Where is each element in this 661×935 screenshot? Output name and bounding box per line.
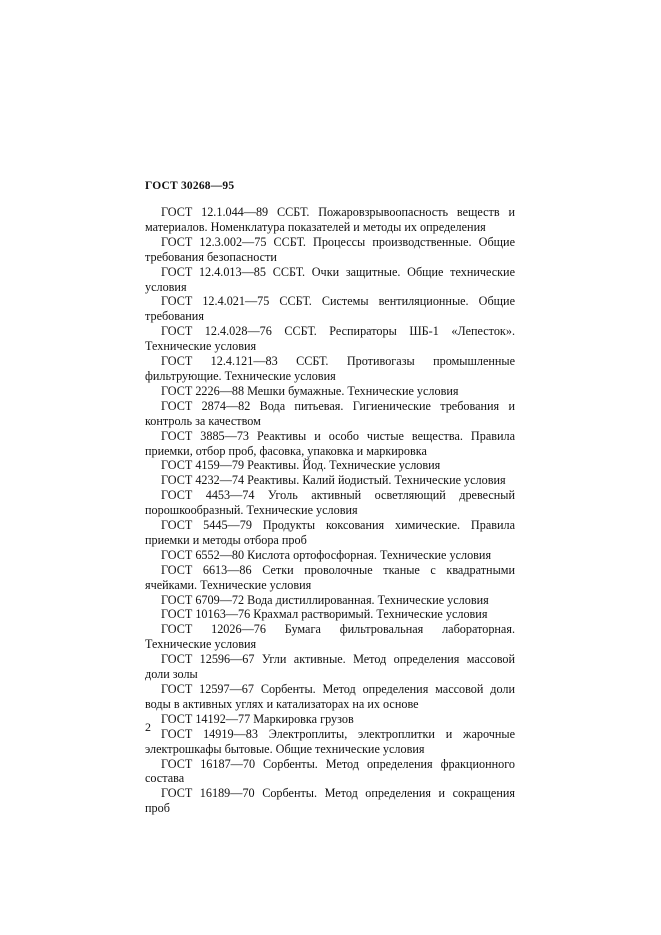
reference-item: ГОСТ 12597—67 Сорбенты. Метод определения массовой доли воды в активных углях и катализаторах на их основе: [145, 682, 515, 711]
reference-item: ГОСТ 14919—83 Электроплиты, электроплитки и жарочные электрошкафы бытовые. Общие технические условия: [145, 726, 515, 756]
reference-item: ГОСТ 12.4.028—76 ССБТ. Респираторы ШБ-1 «Лепесток». Технические условия: [145, 324, 515, 354]
reference-item: ГОСТ 4232—74 Реактивы. Калий йодистый. Технические условия: [161, 473, 506, 488]
reference-item: ГОСТ 16189—70 Сорбенты. Метод определения и сокращения проб: [145, 786, 515, 816]
reference-item: ГОСТ 2874—82 Вода питьевая. Гигиенические требования и контроль за качеством: [145, 398, 515, 428]
reference-item: ГОСТ 6552—80 Кислота ортофосфорная. Технические условия: [161, 547, 492, 562]
document-header: ГОСТ 30268—95: [145, 180, 235, 192]
reference-item: ГОСТ 10163—76 Крахмал растворимый. Технические условия: [161, 607, 488, 622]
reference-item: ГОСТ 3885—73 Реактивы и особо чистые вещества. Правила приемки, отбор проб, фасовка, упаковка и маркировка: [145, 428, 515, 458]
reference-item: ГОСТ 14192—77 Маркировка грузов: [161, 711, 354, 726]
reference-item: ГОСТ 16187—70 Сорбенты. Метод определения фракционного состава: [145, 756, 515, 786]
reference-item: ГОСТ 12.4.021—75 ССБТ. Системы вентиляционные. Общие требования: [145, 294, 515, 324]
reference-item: ГОСТ 12.3.002—75 ССБТ. Процессы производственные. Общие требования безопасности: [145, 234, 515, 264]
reference-item: ГОСТ 12.4.121—83 ССБТ. Противогазы промышленные фильтрующие. Технические условия: [145, 354, 515, 383]
reference-item: ГОСТ 6613—86 Сетки проволочные тканые с квадратными ячейками. Технические условия: [145, 562, 515, 592]
reference-item: ГОСТ 4453—74 Уголь активный осветляющий древесный порошкообразный. Технические условия: [145, 488, 515, 518]
reference-item: ГОСТ 4159—79 Реактивы. Йод. Технические условия: [161, 458, 441, 473]
reference-item: ГОСТ 12596—67 Угли активные. Метод определения массовой доли золы: [145, 652, 515, 682]
page-number: 2: [145, 720, 151, 734]
reference-item: ГОСТ 5445—79 Продукты коксования химические. Правила приемки и методы отбора проб: [145, 518, 515, 547]
reference-item: ГОСТ 12.4.013—85 ССБТ. Очки защитные. Общие технические условия: [145, 264, 515, 294]
reference-item: ГОСТ 6709—72 Вода дистиллированная. Технические условия: [161, 592, 489, 607]
reference-item: ГОСТ 12.1.044—89 ССБТ. Пожаровзрывоопасность веществ и материалов. Номенклатура показателей и методы их определения: [145, 205, 515, 234]
normative-references-list: [145, 205, 515, 816]
reference-item: ГОСТ 12026—76 Бумага фильтровальная лабораторная. Технические условия: [145, 622, 515, 652]
reference-item: ГОСТ 2226—88 Мешки бумажные. Технические условия: [161, 383, 459, 398]
